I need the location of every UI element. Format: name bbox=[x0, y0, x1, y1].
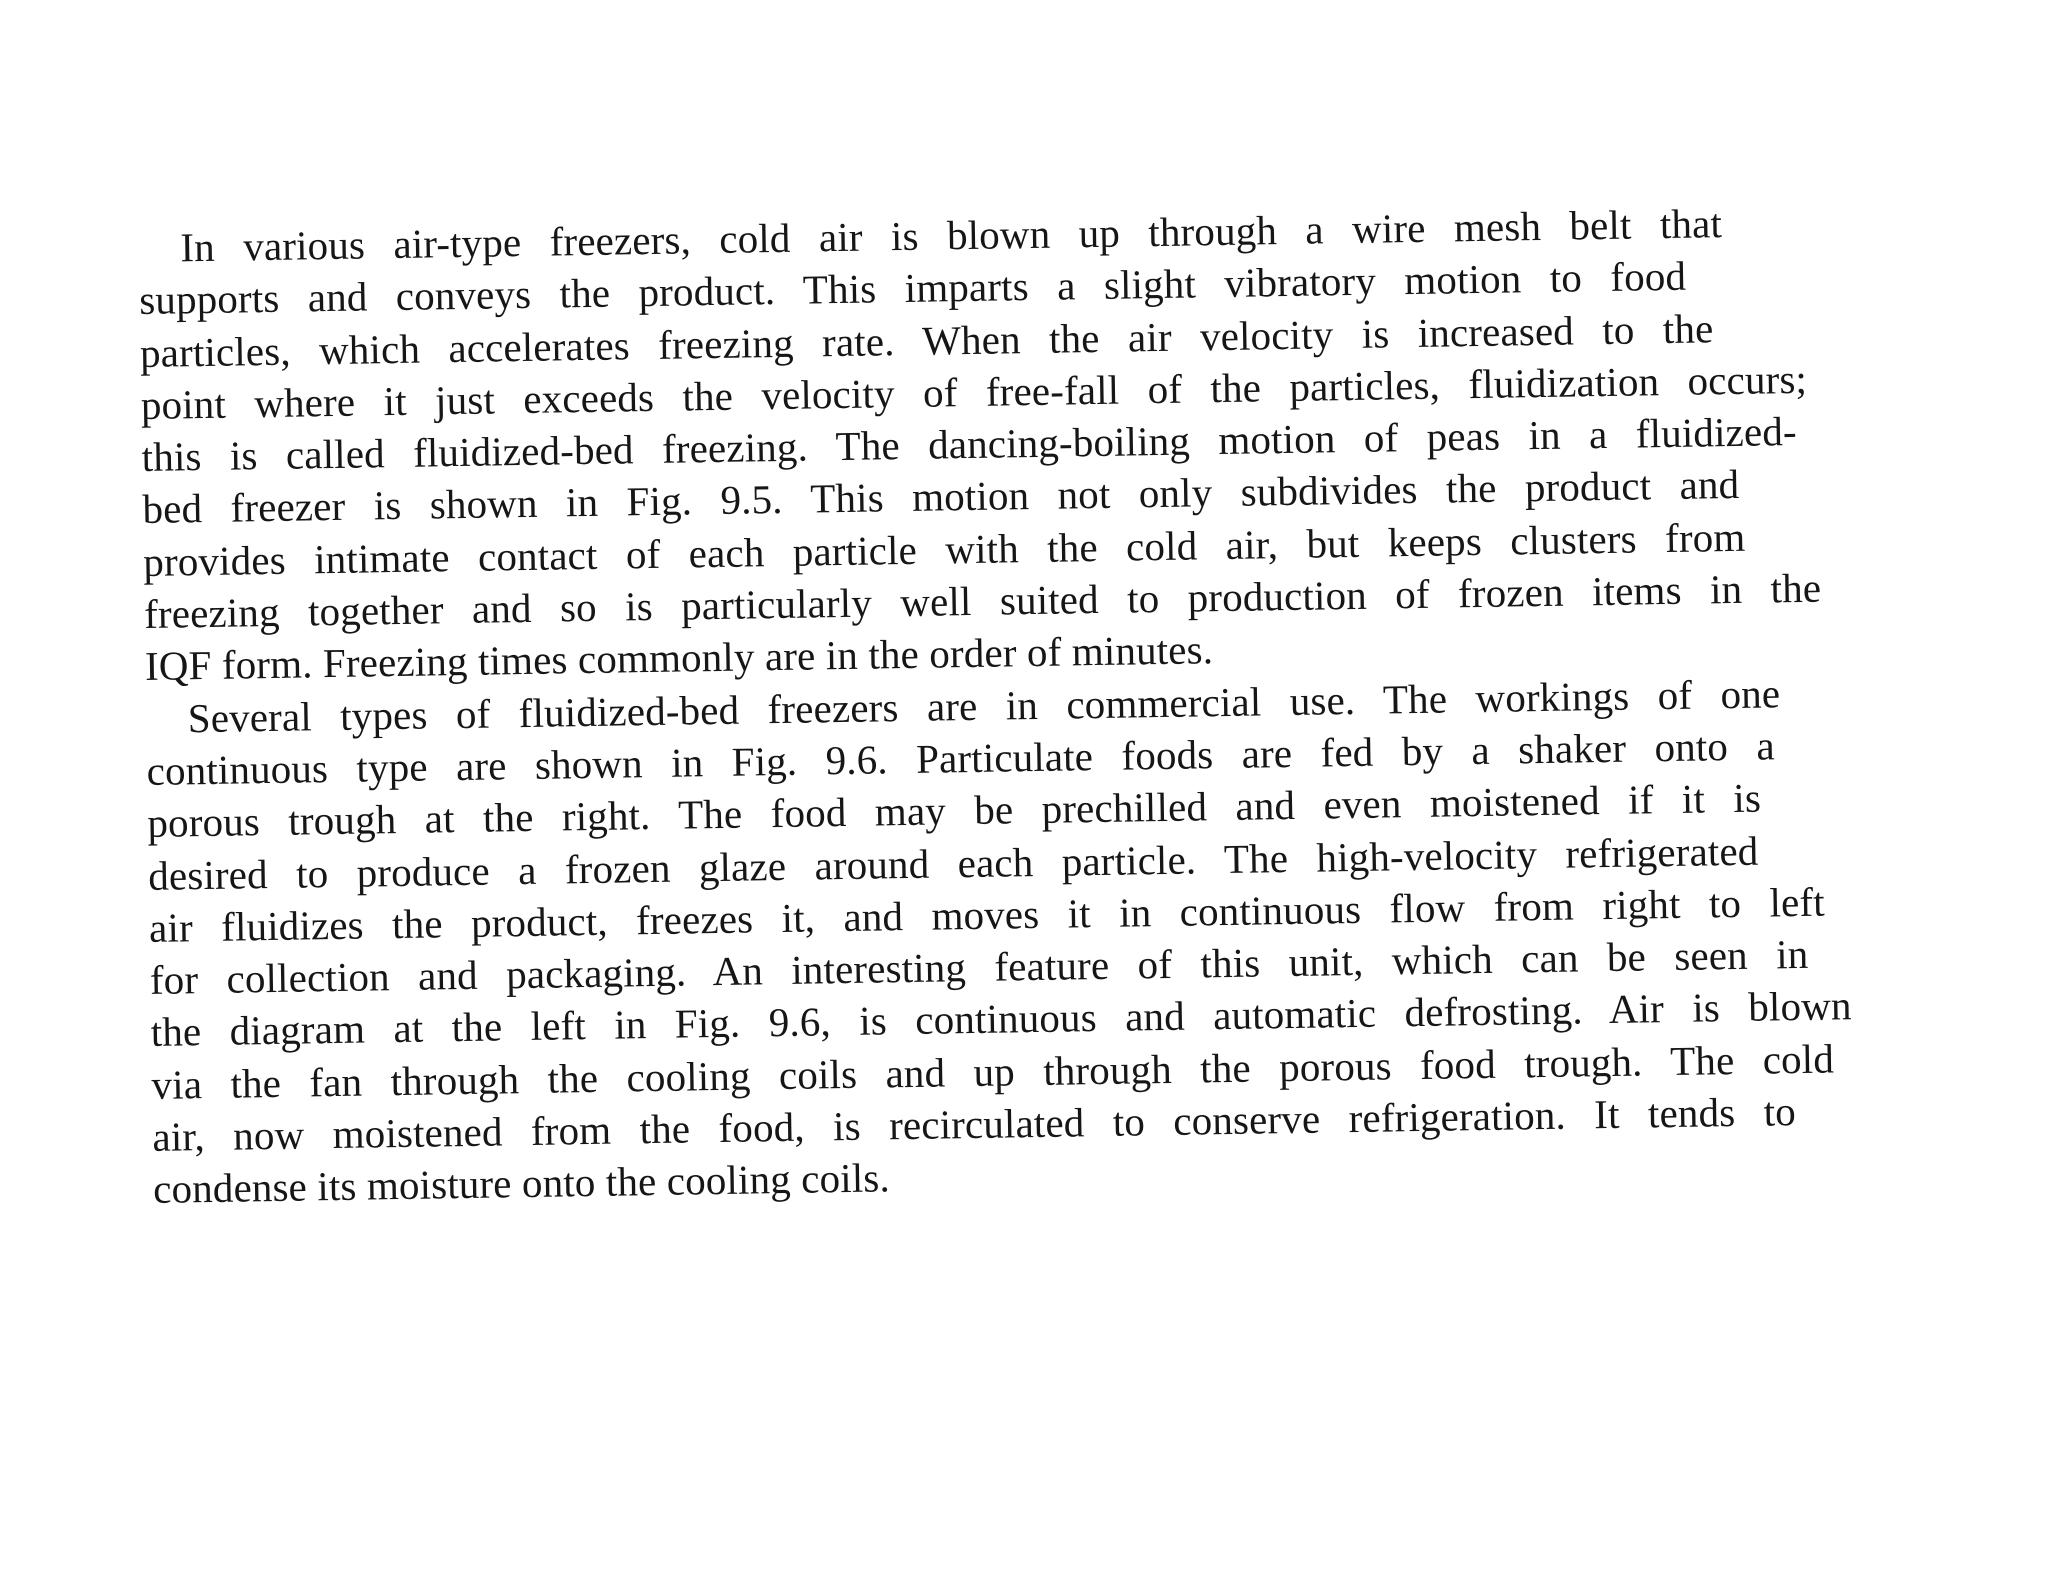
text-line: porous trough at the right. The food may be prechilled and even moistened if it is bbox=[147, 774, 1762, 847]
text-line: In various air-type freezers, cold air is blown up through a wire mesh belt that bbox=[180, 200, 1723, 271]
paragraph-2 bbox=[145, 665, 1901, 1215]
text-line: Several types of fluidized-bed freezers are in commercial use. The workings of one bbox=[187, 669, 1781, 741]
text-line: air, now moistened from the food, is recirculated to conserve refrigeration. It tends to bbox=[152, 1088, 1797, 1160]
text-line: bed freezer is shown in Fig. 9.5. This motion not only subdivides the product and bbox=[142, 461, 1740, 533]
text-line: via the fan through the cooling coils and up through the porous food trough. The cold bbox=[151, 1035, 1835, 1108]
text-line: supports and conveys the product. This imparts a slight vibratory motion to food bbox=[138, 252, 1687, 324]
text-line: particles, which accelerates freezing rate. When the air velocity is increased to the bbox=[139, 304, 1714, 376]
text-line: for collection and packaging. An interesting feature of this unit, which can be seen in bbox=[149, 931, 1809, 1004]
text-line: provides intimate contact of each particle with the cold air, but keeps clusters from bbox=[142, 513, 1746, 585]
text-line: condense its moisture onto the cooling coils. bbox=[152, 1154, 891, 1213]
text-line: this is called fluidized-bed freezing. The dancing-boiling motion of peas in a fluidized- bbox=[141, 408, 1798, 481]
paragraph-1 bbox=[138, 195, 1893, 693]
text-line: the diagram at the left in Fig. 9.6, is continuous and automatic defrosting. Air is blown bbox=[150, 982, 1852, 1056]
text-line: IQF form. Freezing times commonly are in the order of minutes. bbox=[144, 626, 1214, 690]
text-line: air fluidizes the product, freezes it, and moves it in continuous flow from right to left bbox=[148, 878, 1826, 951]
scanned-text-block bbox=[138, 195, 1902, 1242]
text-line: point where it just exceeds the velocity of free-fall of the particles, fluidization occurs; bbox=[140, 355, 1808, 428]
text-line: continuous type are shown in Fig. 9.6. Particulate foods are fed by a shaker onto a bbox=[146, 722, 1776, 794]
text-line: freezing together and so is particularly well suited to production of frozen items in the bbox=[143, 564, 1822, 638]
text-line: desired to produce a frozen glaze around each particle. The high-velocity refrigerated bbox=[147, 827, 1759, 899]
